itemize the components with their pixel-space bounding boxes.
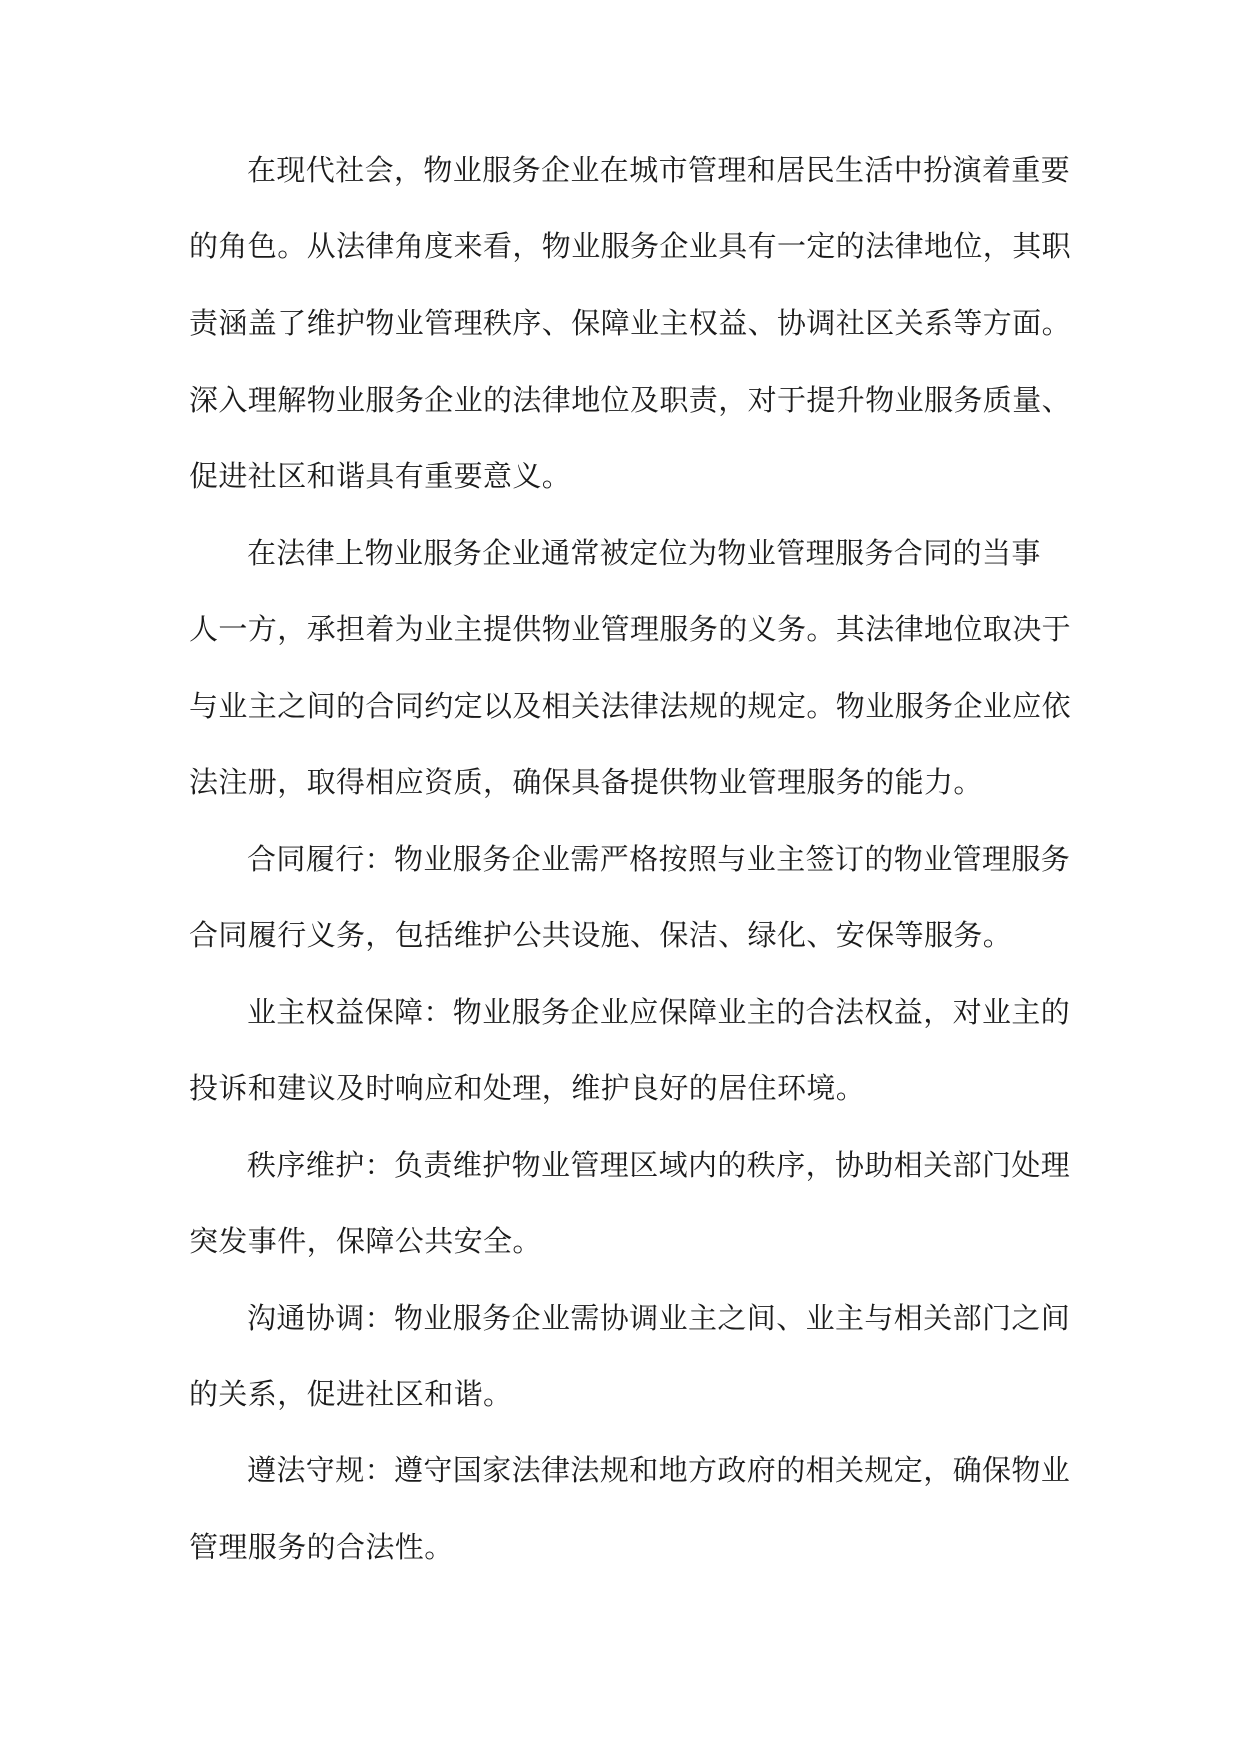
paragraph-1-line-5: 促进社区和谐具有重要意义。 — [189, 459, 572, 493]
paragraph-7-line-2: 管理服务的合法性。 — [189, 1530, 454, 1564]
paragraph-2-line-4: 法注册，取得相应资质，确保具备提供物业管理服务的能力。 — [189, 765, 983, 799]
paragraph-1-line-2: 的角色。从法律角度来看，物业服务企业具有一定的法律地位，其职 — [189, 229, 1072, 263]
paragraph-4-line-2: 投诉和建议及时响应和处理，维护良好的居住环境。 — [189, 1071, 866, 1105]
paragraph-1-line-4: 深入理解物业服务企业的法律地位及职责，对于提升物业服务质量、 — [189, 383, 1072, 417]
paragraph-6-line-2: 的关系，促进社区和谐。 — [189, 1377, 513, 1411]
paragraph-2-line-2: 人一方，承担着为业主提供物业管理服务的义务。其法律地位取决于 — [189, 612, 1072, 646]
paragraph-3-line-2: 合同履行义务，包括维护公共设施、保洁、绿化、安保等服务。 — [189, 918, 1013, 952]
paragraph-1-line-1: 在现代社会，物业服务企业在城市管理和居民生活中扮演着重要 — [247, 153, 1071, 187]
paragraph-6-line-1: 沟通协调：物业服务企业需协调业主之间、业主与相关部门之间 — [247, 1301, 1071, 1335]
paragraph-2-line-3: 与业主之间的合同约定以及相关法律法规的规定。物业服务企业应依 — [189, 689, 1072, 723]
paragraph-3-line-1: 合同履行：物业服务企业需严格按照与业主签订的物业管理服务 — [247, 842, 1071, 876]
paragraph-1-line-3: 责涵盖了维护物业管理秩序、保障业主权益、协调社区关系等方面。 — [189, 306, 1072, 340]
paragraph-5-line-2: 突发事件，保障公共安全。 — [189, 1224, 542, 1258]
paragraph-5-line-1: 秩序维护：负责维护物业管理区域内的秩序，协助相关部门处理 — [247, 1148, 1071, 1182]
paragraph-2-line-1: 在法律上物业服务企业通常被定位为物业管理服务合同的当事 — [247, 536, 1041, 570]
paragraph-4-line-1: 业主权益保障：物业服务企业应保障业主的合法权益，对业主的 — [247, 995, 1071, 1029]
paragraph-7-line-1: 遵法守规：遵守国家法律法规和地方政府的相关规定，确保物业 — [247, 1453, 1071, 1487]
